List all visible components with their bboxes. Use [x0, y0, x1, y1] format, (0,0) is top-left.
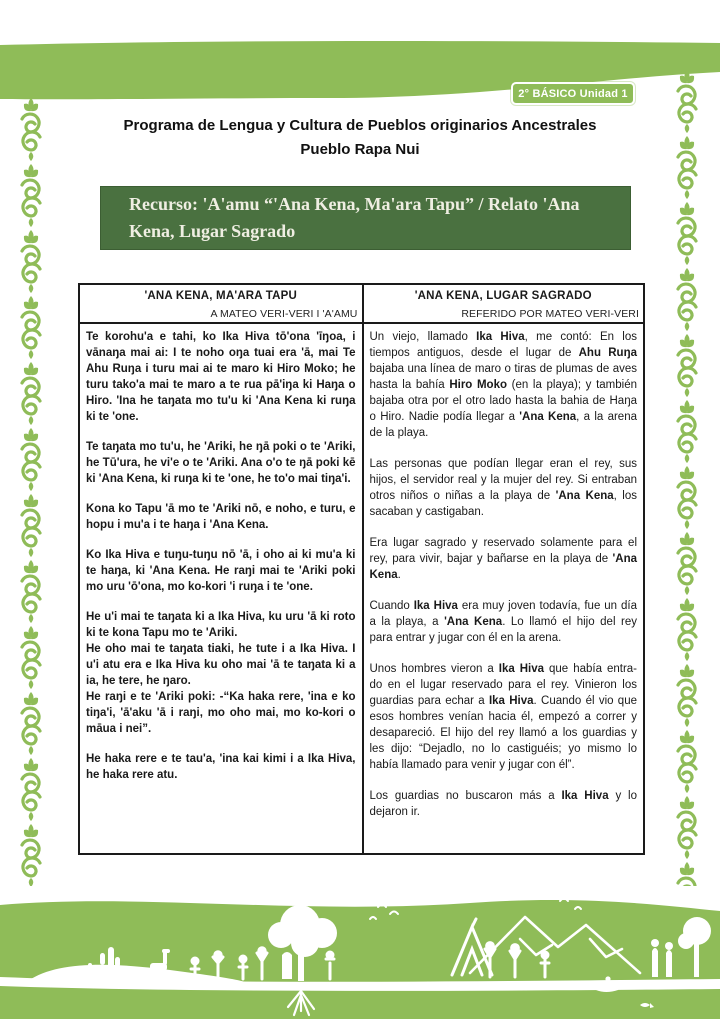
resource-banner-text: Recurso: 'A'amu “'Ana Kena, Ma'ara Tapu” / Relato 'Ana Kena, Lugar Sagrado	[129, 194, 580, 241]
story-paragraph: He u'i mai te taŋata ki a Ika Hiva, ku uru 'ā ki roto ki te kona Tapu mo te 'Ariki.	[86, 611, 356, 639]
unit-badge	[511, 82, 635, 105]
story-paragraph: Unos hombres vieron a Ika Hiva que había entra- do en el lugar reservado para el rey. Vinieron los guardias para echar a Ika Hiva. Cuando él vio que esos hombres venían hacia él, empezó a correr y desapareció. El hijo del rey llamó a los guardias y les dijo: “Dejadlo, no lo castiguéis; yo mismo lo había llamado para venir y jugar con él”.	[369, 663, 637, 771]
story-paragraph: He oho mai te taŋata tiaki, he tute i a Ika Hiva. I u'i atu era e Ika Hiva ku oho mai 'ā te taŋata ki a ia, he tere, he ŋaro.	[86, 643, 356, 687]
right-border-koru-ornament-strip	[672, 68, 702, 886]
story-paragraph: He haka rere e te tau'a, 'ina kai kimi i a Ika Hiva, he haka rere atu.	[86, 753, 356, 781]
program-title	[70, 114, 650, 162]
story-paragraph: Los guardias no buscaron más a Ika Hiva y lo dejaron ir.	[369, 790, 638, 818]
rapanui-column	[80, 285, 362, 853]
story-paragraph: Te taŋata mo tu'u, he 'Ariki, he ŋā poki o te 'Ariki, he Tū'ura, he vi'e o te 'Ariki. Ana o'o te ŋā poki kē ki 'Ana Kena, ki ruŋa ki te 'one, he to'o mai tiŋa'i.	[86, 441, 356, 485]
story-paragraph: Las personas que podían llegar eran el rey, sus hijos, el servidor real y la mujer del rey. Si entraban otros niños o niñas a la playa de 'Ana Kena, los sacaban y castigaban.	[369, 458, 637, 518]
rapanui-subtitle: A MATEO VERI-VERI I 'A'AMU	[210, 308, 358, 320]
story-paragraph: He raŋi e te 'Ariki poki: -“Ka haka rere, 'ina e ko tiŋa'i, 'ā'aku 'ā i raŋi, mo oho mai, mo ko-kori o māua i nei”.	[86, 691, 356, 735]
story-paragraph: Era lugar sagrado y reservado solamente para el rey, para vivir, bajar y bañarse en la playa de 'Ana Kena.	[369, 537, 637, 581]
rapanui-column-header	[80, 285, 362, 324]
rapanui-title: 'ANA KENA, MA'ARA TAPU	[144, 290, 298, 302]
story-paragraph: Te korohu'a e tahi, ko Ika Hiva tō'ona 'īŋoa, i vānaŋa mai ai: I te noho oŋa tuai era 'ā, mai Te Ahu Ruŋa i turu mai ai te maro ki Hiro Moko; he turu tako'a mai te maro a te rua pā'iŋa ki Haŋa o Hiro. 'Ina he taŋata mo tu'u ki 'Ana Kena ki ruŋa ki te 'one.	[86, 331, 356, 423]
spanish-column-header	[364, 285, 644, 324]
footer-landscape-illustration	[0, 889, 720, 1019]
unit-badge-label: 2° BÁSICO Unidad 1	[518, 87, 628, 100]
story-paragraph: Ko Ika Hiva e tuŋu-tuŋu nō 'ā, i oho ai ki mu'a ki te haŋa, ki 'Ana Kena. He raŋi mai te 'Ariki poki mo uru 'ō'ona, mo ko-kori 'i ruŋa i te 'one.	[86, 549, 356, 593]
story-paragraph: Un viejo, llamado Ika Hiva, me contó: En los tiempos antiguos, desde el lugar de Ahu Ruŋa bajaba una línea de maro o tiras de plumas de aves hasta la bahía Hiro Moko (en la playa); y también bajaba otra por el otro lado hasta la bahia de Haŋa o Hiro. Nadie podía llegar a 'Ana Kena, a la arena de la playa.	[369, 331, 637, 439]
resource-banner	[100, 186, 631, 250]
left-column-body	[80, 324, 362, 853]
spanish-column	[362, 285, 644, 853]
program-title-line1: Programa de Lengua y Cultura de Pueblos originarios Ancestrales	[123, 117, 597, 134]
spanish-subtitle: REFERIDO POR MATEO VERI-VERI	[461, 308, 639, 320]
right-column-body	[364, 324, 644, 853]
left-border-koru-ornament-strip	[16, 96, 46, 886]
story-paragraph: Kona ko Tapu 'ā mo te 'Ariki nō, e noho, e turu, e hopu i mu'a i te haŋa i 'Ana Kena.	[86, 503, 356, 531]
spanish-title: 'ANA KENA, LUGAR SAGRADO	[414, 290, 592, 302]
program-title-line2: Pueblo Rapa Nui	[300, 141, 420, 158]
story-table	[78, 283, 645, 855]
story-paragraph: Cuando Ika Hiva era muy joven todavía, fue un día a la playa, a 'Ana Kena. Lo llamó el hijo del rey para entrar y jugar con él en la arena.	[369, 600, 638, 644]
